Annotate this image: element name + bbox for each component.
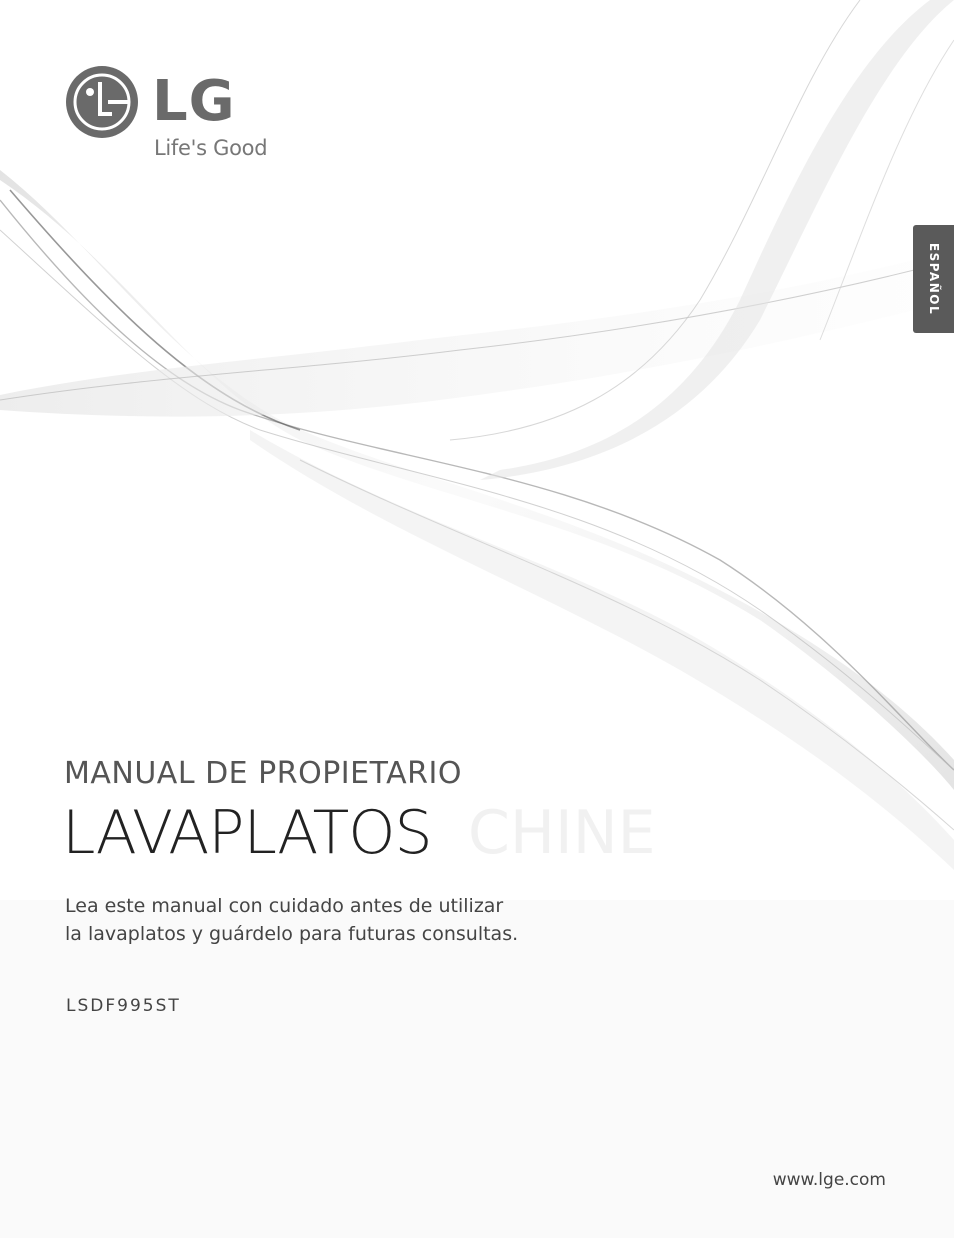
lg-face-logo-icon [66, 66, 138, 138]
instruction-line: la lavaplatos y guárdelo para futuras consultas. [65, 923, 519, 945]
model-number: LSDF995ST [66, 996, 181, 1016]
instruction-text [65, 892, 585, 948]
title-ghost-text: CHINE [468, 798, 656, 868]
manual-subtitle: MANUAL DE PROPIETARIO [64, 756, 462, 791]
language-tab-label: ESPAÑOL [926, 242, 941, 316]
brand-tagline: Life's Good [154, 136, 268, 160]
lg-wordmark: LG [152, 69, 236, 134]
website-url: www.lge.com [772, 1170, 886, 1190]
instruction-line: Lea este manual con cuidado antes de utilizar [65, 895, 504, 917]
lg-logo [66, 66, 306, 166]
language-tab [913, 225, 954, 333]
product-title: LAVAPLATOS [62, 798, 432, 868]
